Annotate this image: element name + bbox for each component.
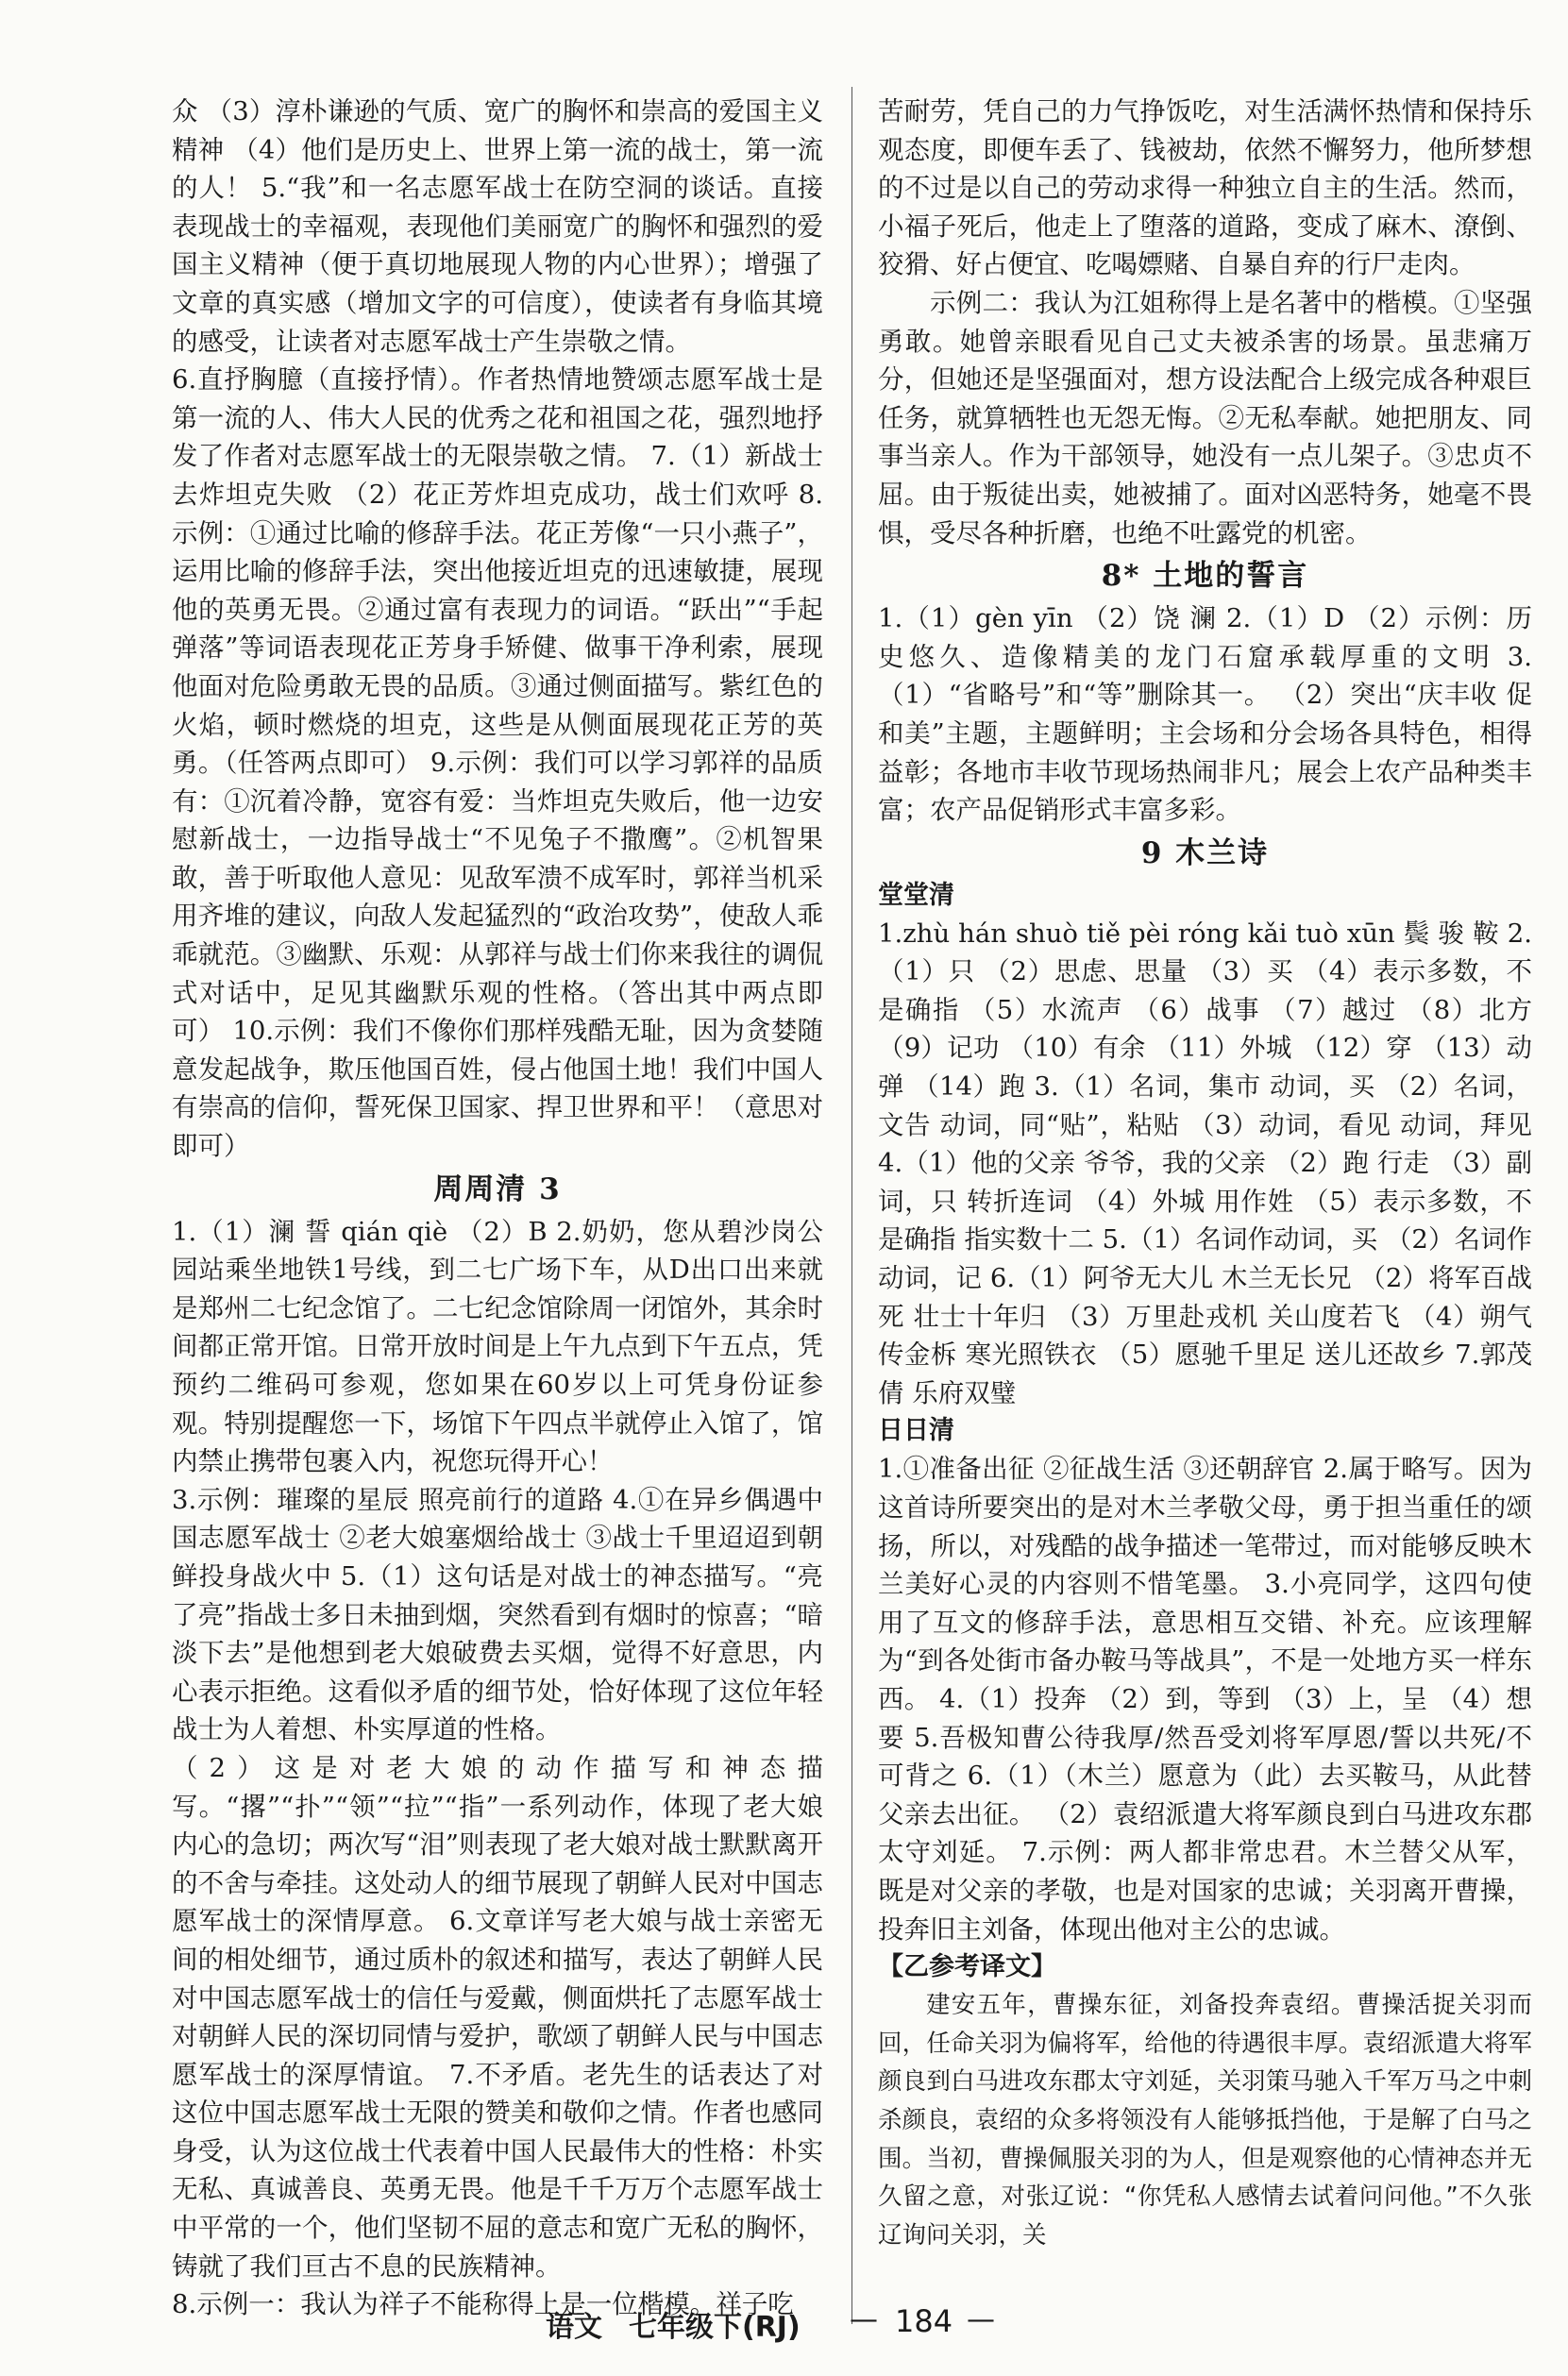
section-title-mulan-shi: 9 木兰诗 — [1140, 835, 1270, 870]
subsection-translation: 【乙参考译文】 — [878, 1952, 1056, 1982]
left-column — [172, 93, 823, 2324]
translation-paragraph: 建安五年，曹操东征，刘备投奔袁绍。曹操活捉关羽而回，任命关羽为偏将军，给他的待遇很丰厚。袁绍派遣大将军颜良到白马进攻东郡太守刘延，关羽策马驰入千军万马之中刺杀颜良，袁绍的众多将领没有人能够抵挡他，于是解了白马之围。当初，曹操佩服关羽的为人，但是观察他的心情神态并无久留之意，对张辽说：“你凭私人感情去试着问问他。”不久张辽询问关羽，关 — [878, 1991, 1532, 2250]
answer-paragraph: 8.示例一：我认为祥子不能称得上是一位楷模。祥子吃 — [172, 2289, 794, 2320]
answer-paragraph: 示例二：我认为江姐称得上是名著中的楷模。①坚强勇敢。她曾亲眼看见自己丈夫被杀害的场景。虽悲痛万分，但她还是坚强面对，想方设法配合上级完成各种艰巨任务，就算牺牲也无怨无悔。②无私奉献。她把朋友、同事当亲人。作为干部领导，她没有一点儿架子。③忠贞不屈。由于叛徒出卖，她被捕了。面对凶恶特务，她毫不畏惧，受尽各种折磨，也绝不吐露党的机密。 — [878, 287, 1532, 548]
footer-subject: 语文 — [546, 2311, 602, 2344]
answer-paragraph: 1.（1）澜 誓 qián qiè （2）B 2.奶奶，您从碧沙岗公园站乘坐地铁1号线，到二七广场下车，从D出口出来就是郑州二七纪念馆了。二七纪念馆除周一闭馆外，其余时间都正常开馆。日常开放时间是上午九点到下午五点，凭预约二维码可参观，您如果在60岁以上可凭身份证参观。特别提醒您一下，场馆下午四点半就停止入馆了，馆内禁止携带包裹入内，祝您玩得开心！ — [172, 1216, 823, 1477]
footer-grade: 七年级下(RJ) — [629, 2311, 801, 2344]
section-title-zhouzhouqing-3: 周周清 3 — [433, 1171, 562, 1206]
footer-dash-left: — — [850, 2303, 878, 2336]
answer-paragraph: 1.①准备出征 ②征战生活 ③还朝辞官 2.属于略写。因为这首诗所要突出的是对木兰孝敬父母，勇于担当重任的颂扬，所以，对残酷的战争描述一笔带过，而对能够反映木兰美好心灵的内容则不惜笔墨。 3.小亮同学，这四句使用了互文的修辞手法，意思相互交错、补充。应该理解为“到各处街市备办鞍马等战具”，不是一处地方买一样东西。 4.（1）投奔 （2）到，等到 （3）上，呈 （4）想要 5.吾极知曹公待我厚/然吾受刘将军厚恩/誓以共死/不可背之 6.（1）（木兰）愿意为（此）去买鞍马，从此替父亲去出征。 （2）袁绍派遣大将军颜良到白马进攻东郡太守刘延。 7.示例：两人都非常忠君。木兰替父从军，既是对父亲的孝敬，也是对国家的忠诚；关羽离开曹操，投奔旧主刘备，体现出他对主公的忠诚。 — [878, 1454, 1532, 1945]
subsection-tangtangqing: 堂堂清 — [878, 880, 954, 910]
answer-paragraph: 苦耐劳，凭自己的力气挣饭吃，对生活满怀热情和保持乐观态度，即便车丢了、钱被劫，依然不懈努力，他所梦想的不过是以自己的劳动求得一种独立自主的生活。然而，小福子死后，他走上了堕落的道路，变成了麻木、潦倒、狡猾、好占便宜、吃喝嫖赌、自暴自弃的行尸走肉。 — [878, 96, 1532, 280]
footer-dash-right: — — [967, 2303, 995, 2336]
answer-paragraph: 1.（1）gèn yīn （2）饶 澜 2.（1）D （2）示例：历史悠久、造像精美的龙门石窟承载厚重的文明 3.（1）“省略号”和“等”删除其一。 （2）突出“庆丰收 促和美”主题，主题鲜明；主会场和分会场各具特色，相得益彰；各地市丰收节现场热闹非凡；展会上农产品种类丰富；农产品促销形式丰富多彩。 — [878, 603, 1532, 826]
right-column — [878, 93, 1532, 2254]
page-number: 184 — [895, 2303, 953, 2339]
answer-paragraph: 1.zhù hán shuò tiě pèi róng kǎi tuò xūn 鬓 骏 鞍 2.（1）只 （2）思虑、思量 （3）买 （4）表示多数，不是确指 （5）水流声 （6）战事 （7）越过 （8）北方 （9）记功 （10）有余 （11）外城 （12）穿 （13）动弹 （14）跑 3.（1）名词，集市 动词，买 （2）名词，文告 动词，同“贴”，粘贴 （3）动词，看见 动词，拜见 4.（1）他的父亲 爷爷，我的父亲 （2）跑 行走 （3）副词，只 转折连词 （4）外城 用作姓 （5）表示多数，不是确指 指实数十二 5.（1）名词作动词，买 （2）名词作动词，记 6.（1）阿爷无大儿 木兰无长兄 （2）将军百战死 壮士十年归 （3）万里赴戎机 关山度若飞 （4）朔气传金柝 寒光照铁衣 （5）愿驰千里足 送儿还故乡 7.郭茂倩 乐府双璧 — [878, 918, 1532, 1408]
answer-paragraph: （2）这是对老大娘的动作描写和神态描写。“撂”“扑”“领”“拉”“指”一系列动作，体现了老大娘内心的急切；两次写“泪”则表现了老大娘对战士默默离开的不舍与牵挂。这处动人的细节展现了朝鲜人民对中国志愿军战士的深情厚意。 6.文章详写老大娘与战士亲密无间的相处细节，通过质朴的叙述和描写，表达了朝鲜人民对中国志愿军战士的信任与爱戴，侧面烘托了志愿军战士对朝鲜人民的深切同情与爱护，歌颂了朝鲜人民与中国志愿军战士的深厚情谊。 7.不矛盾。老先生的话表达了对这位中国志愿军战士无限的赞美和敬仰之情。作者也感同身受，认为这位战士代表着中国人民最伟大的性格：朴实无私、真诚善良、英勇无畏。他是千千万万个志愿军战士中平常的一个，他们坚韧不屈的意志和宽广无私的胸怀，铸就了我们亘古不息的民族精神。 — [172, 1752, 823, 2282]
answer-paragraph: 3.示例：璀璨的星辰 照亮前行的道路 4.①在异乡偶遇中国志愿军战士 ②老大娘塞烟给战士 ③战士千里迢迢到朝鲜投身战火中 5.（1）这句话是对战士的神态描写。“亮了亮”指战士多日未抽到烟，突然看到有烟时的惊喜；“暗淡下去”是他想到老大娘破费去买烟，觉得不好意思，内心表示拒绝。这看似矛盾的细节处，恰好体现了这位年轻战士为人着想、朴实厚道的性格。 — [172, 1484, 823, 1745]
answer-paragraph: 众 （3）淳朴谦逊的气质、宽广的胸怀和崇高的爱国主义精神 （4）他们是历史上、世界上第一流的战士，第一流的人！ 5.“我”和一名志愿军战士在防空洞的谈话。直接表现战士的幸福观，表现他们美丽宽广的胸怀和强烈的爱国主义精神（便于真切地展现人物的内心世界）；增强了文章的真实感（增加文字的可信度），使读者有身临其境的感受，让读者对志愿军战士产生崇敬之情。 — [172, 96, 823, 357]
answer-paragraph: 6.直抒胸臆（直接抒情）。作者热情地赞颂志愿军战士是第一流的人、伟大人民的优秀之花和祖国之花，强烈地抒发了作者对志愿军战士的无限崇敬之情。 7.（1）新战士去炸坦克失败 （2）花正芳炸坦克成功，战士们欢呼 8.示例：①通过比喻的修辞手法。花正芳像“一只小燕子”，运用比喻的修辞手法，突出他接近坦克的迅速敏捷，展现他的英勇无畏。②通过富有表现力的词语。“跃出”“手起弹落”等词语表现花正芳身手矫健、做事干净利索，展现他面对危险勇敢无畏的品质。③通过侧面描写。紫红色的火焰，顿时燃烧的坦克，这些是从侧面展现花正芳的英勇。（任答两点即可） 9.示例：我们可以学习郭祥的品质有：①沉着冷静，宽容有爱：当炸坦克失败后，他一边安慰新战士，一边指导战士“不见兔子不撒鹰”。②机智果敢，善于听取他人意见：见敌军溃不成军时，郭祥当机采用齐堆的建议，向敌人发起猛烈的“政治攻势”，使敌人乖乖就范。③幽默、乐观：从郭祥与战士们你来我往的调侃式对话中，足见其幽默乐观的性格。（答出其中两点即可） 10.示例：我们不像你们那样残酷无耻，因为贪婪随意发起战争，欺压他国百姓，侵占他国土地！我们中国人有崇高的信仰，誓死保卫国家、捍卫世界和平！（意思对即可） — [172, 364, 823, 1162]
section-title-tudi-de-shiyan: 8* 土地的誓言 — [1101, 559, 1309, 594]
column-divider — [851, 87, 852, 2324]
subsection-ririqing: 日日清 — [878, 1416, 954, 1446]
